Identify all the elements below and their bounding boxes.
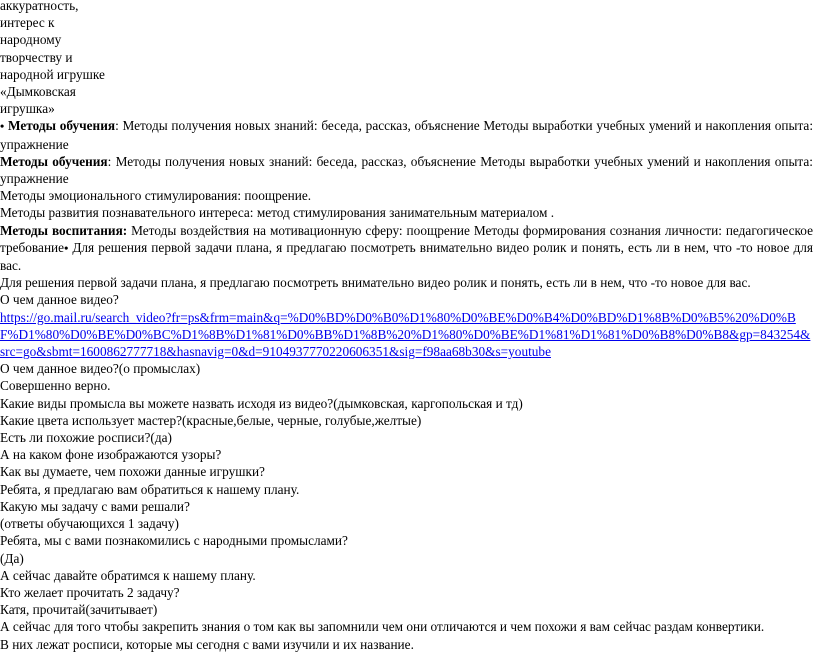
bullet-icon: • — [64, 240, 69, 255]
teaching-methods-paragraph — [0, 117, 813, 152]
text-line: творчеству и — [0, 49, 73, 65]
dialog-line: Катя, прочитай(зачитывает) — [0, 602, 158, 618]
dialog-line: (ответы обучающихся 1 задачу) — [0, 516, 179, 532]
cognitive-methods: Методы развития познавательного интереса: метод стимулирования занимательным материалом . — [0, 205, 555, 221]
teaching-methods-label: Методы обучения — [7, 118, 116, 134]
first-task-text: Для решения первой задачи плана, я предлагаю посмотреть внимательно видео ролик и понять, есть ли в нем, что -то новое для вас. — [0, 239, 813, 274]
dialog-line: В них лежат росписи, которые мы сегодня с вами изучили и их название. — [0, 636, 414, 652]
text-line: игрушка» — [0, 101, 55, 117]
emotional-methods: Методы эмоционального стимулирования: поощрение. — [0, 188, 312, 204]
dialog-line: А сейчас для того чтобы закрепить знания о том как вы запомнили чем они отличаются и чем похожи я вам сейчас раздам конвертики. — [0, 619, 765, 635]
dialog-line: Есть ли похожие росписи?(да) — [0, 430, 172, 446]
dialog-line: Какие цвета использует мастер?(красные,белые, черные, голубые,желтые) — [0, 412, 422, 428]
dialog-line: Какие виды промысла вы можете назвать исходя из видео?(дымковская, каргопольская и тд) — [0, 395, 523, 411]
dialog-line: Какую мы задачу с вами решали? — [0, 498, 190, 514]
dialog-line: А сейчас давайте обратимся к нашему плану. — [0, 567, 256, 583]
dialog-line: Ребята, мы с вами познакомились с народными промыслами? — [0, 533, 348, 549]
dialog-line: (Да) — [0, 550, 24, 566]
teaching-methods-label: Методы обучения — [0, 153, 108, 169]
text-line: «Дымковская — [0, 84, 76, 100]
text-line: интерес к — [0, 15, 55, 31]
upbringing-methods-label: Методы воспитания: — [0, 222, 128, 238]
text-line: народному — [0, 32, 62, 48]
teaching-methods-text: : Методы получения новых знаний: беседа, рассказ, объяснение Методы выработки учебных умений и накопления опыта: упражнение — [0, 153, 814, 187]
upbringing-methods-text: Методы воздействия на мотивационную сферу: поощрение Методы формирования сознания личности: педагогическое требование — [0, 222, 813, 255]
dialog-line: О чем данное видео?(о промыслах) — [0, 361, 201, 377]
dialog-line: А на каком фоне изображаются узоры? — [0, 447, 222, 463]
text-line: аккуратность, — [0, 0, 79, 13]
teaching-methods-paragraph-2 — [0, 153, 813, 187]
dialog-line: Кто желает прочитать 2 задачу? — [0, 584, 180, 600]
dialog-line: Как вы думаете, чем похожи данные игрушки? — [0, 464, 265, 480]
video-link[interactable]: https://go.mail.ru/search_video?fr=ps&frm=main&q=%D0%BD%D0%B0%D1%80%D0%BE%D0%B4%D0%BD%D1%8B%D0%B5%20%D0%BF%D1%80%D0%BE%D0%BC%D1%8B%D1%81%D0%BB%D1%8B%20%D1%80%D0%BE%D1%81%D1%81%D0%B8%D0%B8&gp=843254&src=go&sbmt=1600862777718&hasnavig=0&d=9104937770220606351&sig=f98aa68b30&s=youtube — [0, 309, 811, 360]
dialog-line: Ребята, я предлагаю вам обратиться к нашему плану. — [0, 481, 300, 497]
dialog-line: Совершенно верно. — [0, 378, 111, 394]
bullet-icon: • — [0, 119, 5, 134]
upbringing-methods-paragraph — [0, 222, 813, 275]
text-line: народной игрушке — [0, 66, 105, 82]
first-task-line: Для решения первой задачи плана, я предлагаю посмотреть внимательно видео ролик и понять, есть ли в нем, что -то новое для вас. — [0, 275, 751, 291]
teaching-methods-text: : Методы получения новых знаний: беседа, рассказ, объяснение Методы выработки учебных умений и накопления опыта: упражнение — [0, 118, 814, 152]
question-line: О чем данное видео? — [0, 292, 119, 308]
